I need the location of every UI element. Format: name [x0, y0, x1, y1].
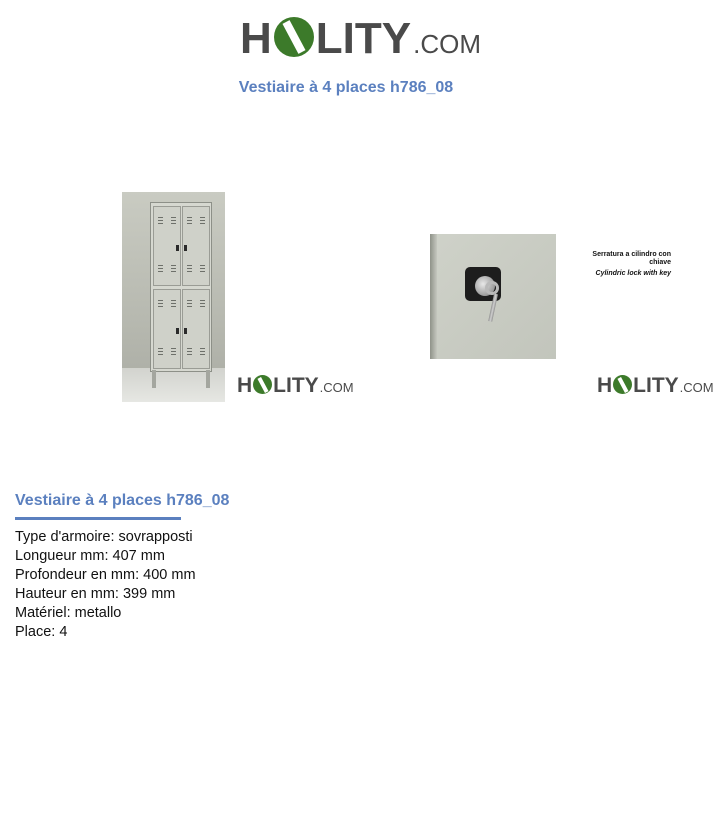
vent-icon: [171, 265, 176, 273]
holity-logo[interactable]: [240, 13, 481, 61]
title-underline: [15, 517, 181, 520]
spec-height: Hauteur en mm: 399 mm: [15, 586, 176, 602]
spec-places: Place: 4: [15, 624, 68, 640]
vent-icon: [200, 300, 205, 308]
vent-icon: [187, 300, 192, 308]
lock-icon: [176, 328, 179, 334]
lock-icon: [184, 245, 187, 251]
lock-caption: [583, 251, 671, 278]
lock-photo[interactable]: [430, 234, 556, 359]
logo-text-left: H: [240, 14, 272, 63]
logo-text-left: H: [237, 374, 253, 397]
vent-icon: [171, 217, 176, 225]
vent-icon: [200, 265, 205, 273]
logo-text-left: H: [597, 374, 613, 397]
logo-text-right: LITY: [273, 374, 319, 397]
lock-icon: [184, 328, 187, 334]
logo-o-icon: [274, 17, 314, 57]
logo-o-icon: [253, 375, 272, 394]
spec-material: Matériel: metallo: [15, 605, 122, 621]
vent-icon: [200, 217, 205, 225]
watermark-logo: [597, 373, 714, 396]
vent-icon: [171, 348, 176, 356]
lock-caption-it: Serratura a cilindro con chiave: [592, 251, 671, 266]
vent-icon: [200, 348, 205, 356]
spec-depth: Profondeur en mm: 400 mm: [15, 567, 196, 583]
key-icon: [485, 281, 499, 295]
vent-icon: [187, 348, 192, 356]
spec-armoire-type: Type d'armoire: sovrapposti: [15, 529, 193, 545]
logo-text-right: LITY: [633, 374, 679, 397]
page-title: Vestiaire à 4 places h786_08: [238, 79, 454, 96]
vent-icon: [158, 265, 163, 273]
locker-leg: [152, 370, 156, 388]
lock-caption-en: Cylindric lock with key: [595, 270, 671, 277]
locker-leg: [206, 370, 210, 388]
details-title: Vestiaire à 4 places h786_08: [15, 492, 230, 509]
logo-suffix: .COM: [679, 380, 714, 395]
logo-text-right: LITY: [315, 14, 412, 63]
vent-icon: [187, 217, 192, 225]
vent-icon: [158, 217, 163, 225]
watermark-logo: [237, 373, 354, 396]
vent-icon: [158, 348, 163, 356]
spec-length: Longueur mm: 407 mm: [15, 548, 165, 564]
logo-suffix: .COM: [413, 29, 481, 59]
lock-icon: [176, 245, 179, 251]
vent-icon: [158, 300, 163, 308]
vent-icon: [171, 300, 176, 308]
locker-photo[interactable]: [122, 192, 225, 402]
door-edge: [430, 234, 437, 359]
logo-suffix: .COM: [319, 380, 354, 395]
locker-cabinet: [150, 202, 212, 372]
logo-o-icon: [613, 375, 632, 394]
spec-list: [15, 528, 196, 642]
vent-icon: [187, 265, 192, 273]
